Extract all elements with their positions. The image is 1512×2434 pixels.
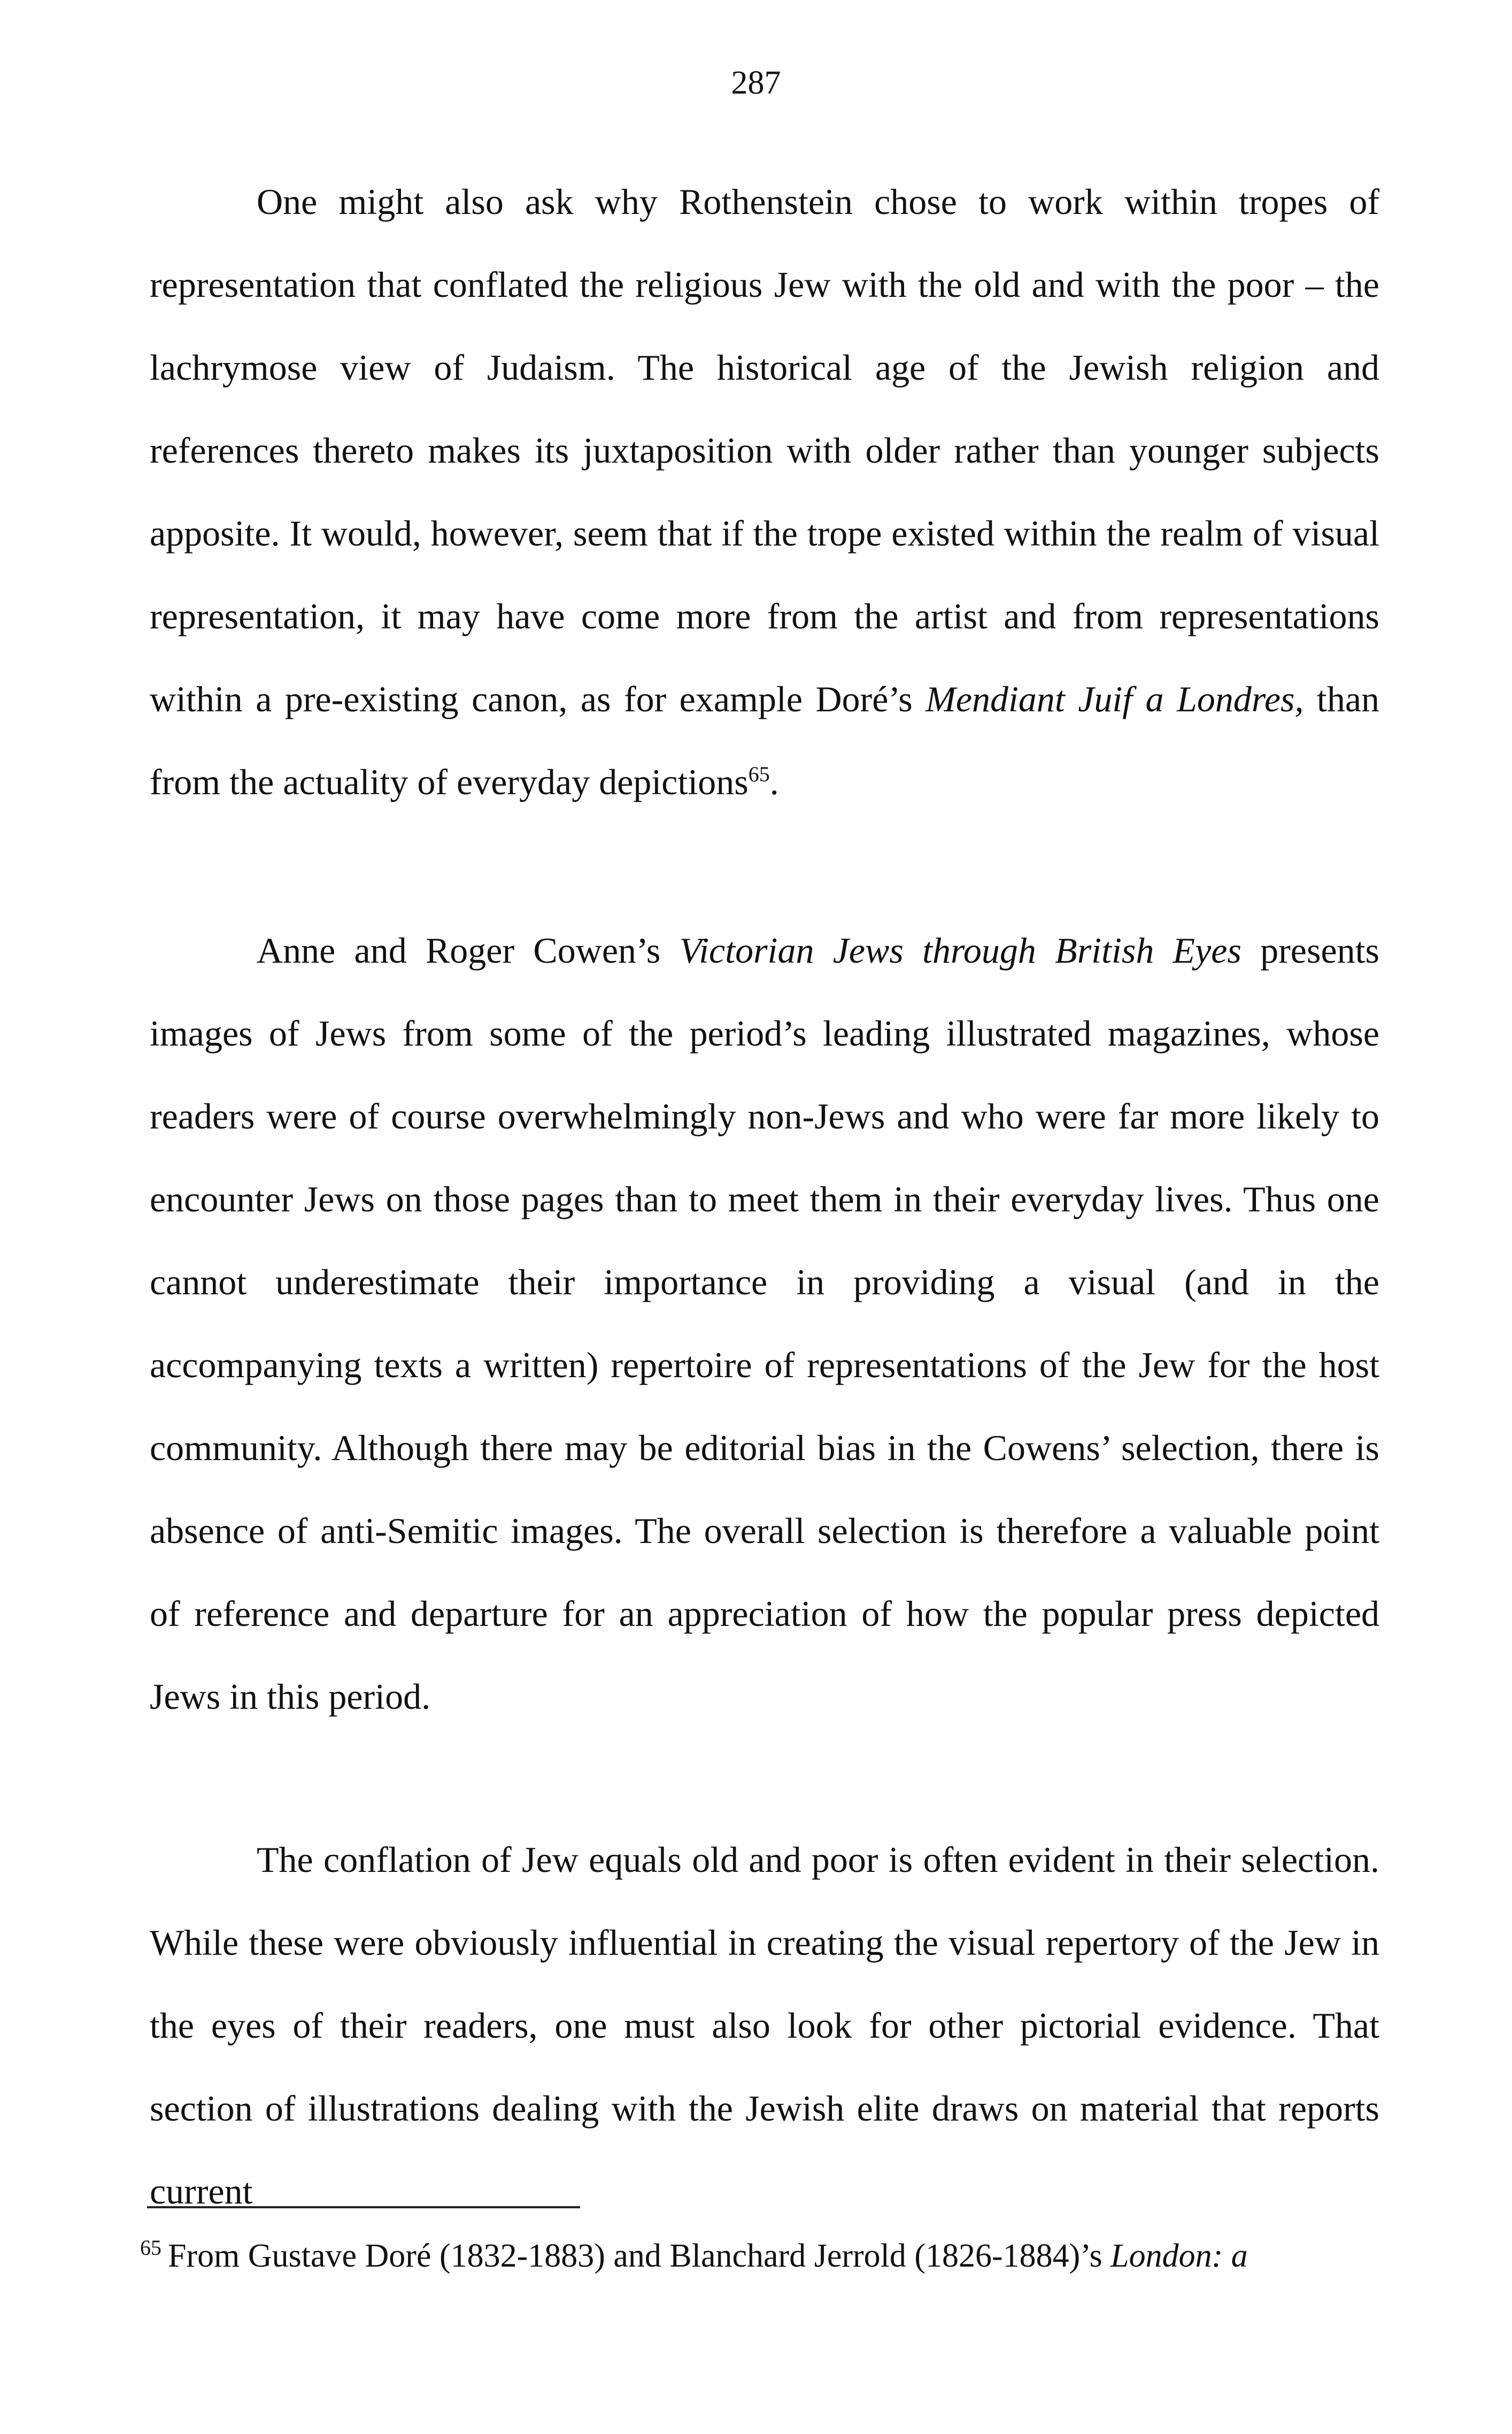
paragraph-3-text: The conflation of Jew equals old and poor is often evident in their selection. While these were obviously influential in creating the visual repertory of the Jew in the eyes of their readers, one must also look for other pictorial evidence. That section of illustrations dealing with the Jewish elite draws on material that reports current [150,1839,1379,2212]
footnote-mark: 65 [140,2236,161,2260]
footnote-reference[interactable]: 65 [748,762,770,786]
footnote-separator [147,2206,580,2208]
footnote-text: From Gustave Doré (1832-1883) and Blanchard Jerrold (1826-1884)’s [168,2238,1111,2274]
artwork-title: Mendiant Juif a Londres, [925,679,1304,719]
footnote [140,2218,1380,2285]
book-title: Victorian Jews through British Eyes [679,930,1241,971]
paragraph-1-end: . [769,762,779,802]
paragraph-1-text-continued: than from the actuality of everyday depictions [150,679,1379,802]
page-number: 287 [731,65,781,101]
paragraph-1-text: One might also ask why Rothenstein chose to work within tropes of representation that conflated the religious Jew with the old and with the poor – the lachrymose view of Judaism. The historical age of the Jewish religion and references thereto makes its juxtaposition with older rather than younger subjects apposite. It would, however, seem that if the trope existed within the realm of visual representation, it may have come more from the artist and from representations within a pre-existing canon, as for example Doré’s [150,181,1379,719]
paragraph-2 [150,909,1379,1738]
paragraph-1 [150,160,1379,824]
paragraph-3 [150,1818,1379,2233]
footnote-book-title: London: a [1110,2238,1248,2274]
paragraph-2-text: Anne and Roger Cowen’s [257,930,680,971]
paragraph-2-text-continued: presents images of Jews from some of the period’s leading illustrated magazines, whose readers were of course overwhelmingly non-Jews and who were far more likely to encounter Jews on those pages than to meet them in their everyday lives. Thus one cannot underestimate their importance in providing a visual (and in the accompanying texts a written) repertoire of representations of the Jew for the host community. Although there may be editorial bias in the Cowens’ selection, there is absence of anti-Semitic images. The overall selection is therefore a valuable point of reference and departure for an appreciation of how the popular press depicted Jews in this period. [150,930,1379,1717]
